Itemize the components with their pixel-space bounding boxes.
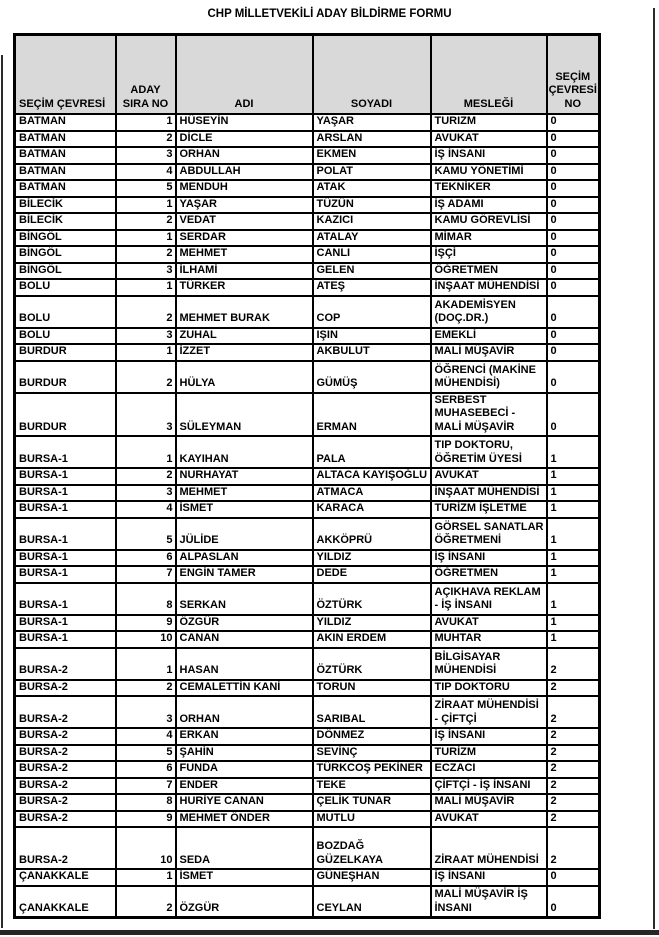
candidate-table bbox=[13, 33, 601, 919]
cell-order_no: 1 bbox=[116, 344, 176, 361]
cell-profession: TURIZM bbox=[431, 114, 547, 131]
cell-order_no: 2 bbox=[116, 468, 176, 485]
page-border-left bbox=[1, 55, 3, 928]
cell-profession: TEKNİKER bbox=[431, 180, 547, 197]
cell-district_no: 2 bbox=[547, 745, 600, 762]
cell-surname: GÜNEŞHAN bbox=[313, 869, 431, 886]
table-row bbox=[15, 279, 600, 296]
cell-district: BURSA-1 bbox=[15, 566, 116, 583]
cell-district_no: 0 bbox=[547, 886, 600, 918]
cell-profession: EMEKLİ bbox=[431, 328, 547, 345]
cell-district: BURSA-1 bbox=[15, 550, 116, 567]
cell-surname: YILDIZ bbox=[313, 550, 431, 567]
cell-order_no: 7 bbox=[116, 778, 176, 795]
table-row bbox=[15, 344, 600, 361]
cell-district_no: 0 bbox=[547, 131, 600, 148]
cell-order_no: 3 bbox=[116, 393, 176, 437]
cell-order_no: 1 bbox=[116, 648, 176, 680]
cell-profession: KAMU GÖREVLİSİ bbox=[431, 213, 547, 230]
cell-district_no: 0 bbox=[547, 164, 600, 181]
cell-profession: ÇİFTÇİ - İŞ İNSANI bbox=[431, 778, 547, 795]
cell-order_no: 4 bbox=[116, 501, 176, 518]
cell-district_no: 2 bbox=[547, 761, 600, 778]
table-row bbox=[15, 778, 600, 795]
cell-surname: ALTACA KAYIŞOĞLU bbox=[313, 468, 431, 485]
cell-first_name: MEHMET bbox=[176, 246, 313, 263]
cell-first_name: JÜLİDE bbox=[176, 518, 313, 550]
cell-surname: ATEŞ bbox=[313, 279, 431, 296]
table-row bbox=[15, 230, 600, 247]
table-row bbox=[15, 436, 600, 468]
cell-district_no: 2 bbox=[547, 794, 600, 811]
cell-surname: ÇELİK TUNAR bbox=[313, 794, 431, 811]
cell-district: BURSA-1 bbox=[15, 631, 116, 648]
cell-district: BATMAN bbox=[15, 131, 116, 148]
cell-surname: MUTLU bbox=[313, 811, 431, 828]
cell-surname: BOZDAĞ GÜZELKAYA bbox=[313, 827, 431, 869]
table-row bbox=[15, 566, 600, 583]
cell-first_name: FUNDA bbox=[176, 761, 313, 778]
cell-surname: DÖNMEZ bbox=[313, 728, 431, 745]
cell-district: BOLU bbox=[15, 328, 116, 345]
table-row bbox=[15, 869, 600, 886]
cell-district: BURSA-1 bbox=[15, 518, 116, 550]
cell-surname: TEKE bbox=[313, 778, 431, 795]
cell-profession: AVUKAT bbox=[431, 811, 547, 828]
cell-first_name: ALPASLAN bbox=[176, 550, 313, 567]
table-row bbox=[15, 583, 600, 615]
cell-surname: POLAT bbox=[313, 164, 431, 181]
cell-surname: ARSLAN bbox=[313, 131, 431, 148]
cell-first_name: HÜLYA bbox=[176, 361, 313, 393]
cell-first_name: ORHAN bbox=[176, 696, 313, 728]
cell-profession: İŞ İNSANI bbox=[431, 728, 547, 745]
cell-profession: AÇIKHAVA REKLAM - İŞ İNSANI bbox=[431, 583, 547, 615]
cell-order_no: 5 bbox=[116, 518, 176, 550]
cell-order_no: 3 bbox=[116, 485, 176, 502]
table-row bbox=[15, 615, 600, 632]
cell-order_no: 2 bbox=[116, 131, 176, 148]
cell-district: BURSA-2 bbox=[15, 680, 116, 697]
cell-order_no: 3 bbox=[116, 696, 176, 728]
cell-first_name: ZUHAL bbox=[176, 328, 313, 345]
table-row bbox=[15, 114, 600, 131]
cell-district_no: 2 bbox=[547, 778, 600, 795]
page-title: CHP MİLLETVEKİLİ ADAY BİLDİRME FORMU bbox=[207, 8, 452, 20]
table-row bbox=[15, 361, 600, 393]
cell-profession: TIP DOKTORU bbox=[431, 680, 547, 697]
cell-first_name: HÜSEYİN bbox=[176, 114, 313, 131]
cell-profession: AVUKAT bbox=[431, 615, 547, 632]
cell-district: BATMAN bbox=[15, 180, 116, 197]
table-row bbox=[15, 761, 600, 778]
cell-district: BURSA-2 bbox=[15, 794, 116, 811]
cell-order_no: 9 bbox=[116, 615, 176, 632]
cell-district_no: 1 bbox=[547, 583, 600, 615]
page-bottom-bar bbox=[0, 930, 659, 935]
cell-first_name: HURİYE CANAN bbox=[176, 794, 313, 811]
table-row bbox=[15, 745, 600, 762]
cell-order_no: 3 bbox=[116, 328, 176, 345]
cell-district: BURSA-1 bbox=[15, 615, 116, 632]
cell-order_no: 9 bbox=[116, 811, 176, 828]
cell-profession: İŞ İNSANI bbox=[431, 147, 547, 164]
cell-first_name: ORHAN bbox=[176, 147, 313, 164]
cell-district: BURSA-2 bbox=[15, 827, 116, 869]
cell-district: BİLECİK bbox=[15, 213, 116, 230]
cell-district_no: 1 bbox=[547, 485, 600, 502]
cell-order_no: 2 bbox=[116, 886, 176, 918]
cell-district_no: 0 bbox=[547, 296, 600, 328]
cell-order_no: 1 bbox=[116, 869, 176, 886]
cell-first_name: ABDULLAH bbox=[176, 164, 313, 181]
cell-surname: AKIN ERDEM bbox=[313, 631, 431, 648]
cell-profession: MUHTAR bbox=[431, 631, 547, 648]
cell-district: BİLECİK bbox=[15, 197, 116, 214]
table-row bbox=[15, 550, 600, 567]
table-row bbox=[15, 197, 600, 214]
cell-district: BURSA-2 bbox=[15, 761, 116, 778]
cell-profession: TURİZM İŞLETME bbox=[431, 501, 547, 518]
cell-profession: ÖĞRETMEN bbox=[431, 566, 547, 583]
cell-order_no: 1 bbox=[116, 279, 176, 296]
cell-order_no: 1 bbox=[116, 197, 176, 214]
cell-district_no: 1 bbox=[547, 468, 600, 485]
cell-district_no: 0 bbox=[547, 869, 600, 886]
cell-district_no: 0 bbox=[547, 114, 600, 131]
cell-order_no: 1 bbox=[116, 230, 176, 247]
table-row bbox=[15, 328, 600, 345]
table-row bbox=[15, 213, 600, 230]
cell-first_name: CANAN bbox=[176, 631, 313, 648]
cell-district_no: 0 bbox=[547, 279, 600, 296]
table-row bbox=[15, 518, 600, 550]
cell-order_no: 2 bbox=[116, 246, 176, 263]
cell-first_name: MEHMET bbox=[176, 485, 313, 502]
cell-district_no: 0 bbox=[547, 246, 600, 263]
cell-first_name: SEDA bbox=[176, 827, 313, 869]
cell-first_name: DİCLE bbox=[176, 131, 313, 148]
cell-surname: TÜRKCOŞ PEKİNER bbox=[313, 761, 431, 778]
cell-profession: MALİ MÜŞAVİR bbox=[431, 344, 547, 361]
cell-district_no: 0 bbox=[547, 230, 600, 247]
table-body bbox=[15, 114, 600, 918]
cell-profession: MİMAR bbox=[431, 230, 547, 247]
cell-order_no: 6 bbox=[116, 550, 176, 567]
cell-district: BURSA-1 bbox=[15, 501, 116, 518]
cell-surname: SARIBAL bbox=[313, 696, 431, 728]
cell-district_no: 1 bbox=[547, 436, 600, 468]
cell-profession: ÖĞRENCİ (MAKİNE MÜHENDİSİ) bbox=[431, 361, 547, 393]
cell-surname: ÖZTÜRK bbox=[313, 583, 431, 615]
cell-district: BURSA-2 bbox=[15, 728, 116, 745]
cell-profession: KAMU YÖNETİMİ bbox=[431, 164, 547, 181]
cell-district: BURSA-2 bbox=[15, 696, 116, 728]
cell-surname: EKMEN bbox=[313, 147, 431, 164]
cell-district_no: 0 bbox=[547, 361, 600, 393]
cell-district_no: 0 bbox=[547, 328, 600, 345]
cell-surname: CANLI bbox=[313, 246, 431, 263]
table-row bbox=[15, 501, 600, 518]
cell-surname: GELEN bbox=[313, 263, 431, 280]
cell-first_name: İZZET bbox=[176, 344, 313, 361]
cell-district_no: 0 bbox=[547, 213, 600, 230]
table-row bbox=[15, 794, 600, 811]
table-row bbox=[15, 147, 600, 164]
cell-order_no: 3 bbox=[116, 147, 176, 164]
cell-district_no: 0 bbox=[547, 263, 600, 280]
cell-district_no: 2 bbox=[547, 827, 600, 869]
cell-first_name: SÜLEYMAN bbox=[176, 393, 313, 437]
cell-surname: GÜMÜŞ bbox=[313, 361, 431, 393]
cell-first_name: SERKAN bbox=[176, 583, 313, 615]
table-row bbox=[15, 811, 600, 828]
cell-profession: ECZACI bbox=[431, 761, 547, 778]
cell-order_no: 1 bbox=[116, 436, 176, 468]
cell-order_no: 2 bbox=[116, 213, 176, 230]
cell-surname: TÜZÜN bbox=[313, 197, 431, 214]
cell-district_no: 2 bbox=[547, 648, 600, 680]
cell-district: BATMAN bbox=[15, 147, 116, 164]
cell-order_no: 10 bbox=[116, 827, 176, 869]
cell-profession: ZİRAAT MÜHENDİSİ - ÇİFTÇİ bbox=[431, 696, 547, 728]
page-border-right bbox=[653, 8, 655, 929]
cell-surname: PALA bbox=[313, 436, 431, 468]
cell-order_no: 2 bbox=[116, 296, 176, 328]
cell-profession: İNŞAAT MÜHENDİSİ bbox=[431, 279, 547, 296]
table-row bbox=[15, 263, 600, 280]
cell-district_no: 1 bbox=[547, 501, 600, 518]
cell-first_name: HASAN bbox=[176, 648, 313, 680]
cell-order_no: 8 bbox=[116, 583, 176, 615]
cell-profession: SERBEST MUHASEBECİ - MALİ MÜŞAVİR bbox=[431, 393, 547, 437]
table-row bbox=[15, 393, 600, 437]
table-row bbox=[15, 648, 600, 680]
cell-district: BİNGÖL bbox=[15, 246, 116, 263]
cell-order_no: 3 bbox=[116, 263, 176, 280]
cell-profession: MALİ MÜŞAVİR İŞ İNSANI bbox=[431, 886, 547, 918]
cell-surname: AKBULUT bbox=[313, 344, 431, 361]
cell-district_no: 1 bbox=[547, 631, 600, 648]
cell-first_name: MEHMET BURAK bbox=[176, 296, 313, 328]
column-header-surname: SOYADI bbox=[313, 35, 431, 115]
cell-district_no: 2 bbox=[547, 680, 600, 697]
column-header-profession: MESLEĞİ bbox=[431, 35, 547, 115]
cell-district_no: 1 bbox=[547, 566, 600, 583]
cell-profession: TURİZM bbox=[431, 745, 547, 762]
cell-order_no: 2 bbox=[116, 680, 176, 697]
cell-surname: SEVİNÇ bbox=[313, 745, 431, 762]
table-row bbox=[15, 164, 600, 181]
cell-district_no: 1 bbox=[547, 550, 600, 567]
cell-surname: YAŞAR bbox=[313, 114, 431, 131]
cell-first_name: İSMET bbox=[176, 869, 313, 886]
cell-district: BURSA-2 bbox=[15, 811, 116, 828]
cell-surname: ATALAY bbox=[313, 230, 431, 247]
cell-district: BURSA-1 bbox=[15, 583, 116, 615]
cell-first_name: CEMALETTİN KANİ bbox=[176, 680, 313, 697]
column-header-order_no: ADAY SIRA NO bbox=[116, 35, 176, 115]
table-row bbox=[15, 886, 600, 918]
cell-district: BURDUR bbox=[15, 344, 116, 361]
cell-district: BİNGÖL bbox=[15, 263, 116, 280]
cell-order_no: 2 bbox=[116, 361, 176, 393]
cell-profession: İŞ ADAMI bbox=[431, 197, 547, 214]
cell-surname: ATMACA bbox=[313, 485, 431, 502]
cell-surname: IŞIN bbox=[313, 328, 431, 345]
table-row bbox=[15, 296, 600, 328]
cell-first_name: İSMET bbox=[176, 501, 313, 518]
cell-district: BOLU bbox=[15, 279, 116, 296]
cell-district: BURDUR bbox=[15, 361, 116, 393]
cell-first_name: NURHAYAT bbox=[176, 468, 313, 485]
cell-district_no: 0 bbox=[547, 147, 600, 164]
table-row bbox=[15, 468, 600, 485]
cell-first_name: SERDAR bbox=[176, 230, 313, 247]
cell-first_name: ENDER bbox=[176, 778, 313, 795]
cell-surname: KAZICI bbox=[313, 213, 431, 230]
cell-district: BURSA-1 bbox=[15, 485, 116, 502]
cell-surname: DEDE bbox=[313, 566, 431, 583]
cell-surname: AKKÖPRÜ bbox=[313, 518, 431, 550]
cell-first_name: ÖZGÜR bbox=[176, 886, 313, 918]
cell-district: BURSA-1 bbox=[15, 468, 116, 485]
cell-order_no: 7 bbox=[116, 566, 176, 583]
cell-profession: ÖĞRETMEN bbox=[431, 263, 547, 280]
cell-surname: ÖZTÜRK bbox=[313, 648, 431, 680]
table-row bbox=[15, 485, 600, 502]
cell-first_name: MENDUH bbox=[176, 180, 313, 197]
cell-order_no: 10 bbox=[116, 631, 176, 648]
cell-district: BOLU bbox=[15, 296, 116, 328]
cell-first_name: KAYIHAN bbox=[176, 436, 313, 468]
cell-district: BURSA-2 bbox=[15, 778, 116, 795]
cell-district: BURSA-2 bbox=[15, 745, 116, 762]
cell-profession: BİLGİSAYAR MÜHENDİSİ bbox=[431, 648, 547, 680]
cell-order_no: 4 bbox=[116, 728, 176, 745]
column-header-district_no: SEÇİM ÇEVRESİ NO bbox=[547, 35, 600, 115]
cell-order_no: 8 bbox=[116, 794, 176, 811]
cell-district_no: 1 bbox=[547, 615, 600, 632]
cell-district: BATMAN bbox=[15, 114, 116, 131]
table-row bbox=[15, 246, 600, 263]
cell-order_no: 5 bbox=[116, 180, 176, 197]
cell-profession: İŞÇİ bbox=[431, 246, 547, 263]
cell-profession: TIP DOKTORU, ÖĞRETİM ÜYESİ bbox=[431, 436, 547, 468]
cell-first_name: VEDAT bbox=[176, 213, 313, 230]
cell-order_no: 6 bbox=[116, 761, 176, 778]
cell-district_no: 0 bbox=[547, 393, 600, 437]
cell-first_name: ERKAN bbox=[176, 728, 313, 745]
cell-surname: ATAK bbox=[313, 180, 431, 197]
cell-district_no: 0 bbox=[547, 180, 600, 197]
cell-first_name: ŞAHİN bbox=[176, 745, 313, 762]
cell-surname: YILDIZ bbox=[313, 615, 431, 632]
cell-profession: İŞ İNSANI bbox=[431, 550, 547, 567]
cell-surname: ERMAN bbox=[313, 393, 431, 437]
cell-profession: İNŞAAT MÜHENDİSİ bbox=[431, 485, 547, 502]
table-row bbox=[15, 827, 600, 869]
cell-district_no: 2 bbox=[547, 811, 600, 828]
table-row bbox=[15, 631, 600, 648]
cell-first_name: MEHMET ÖNDER bbox=[176, 811, 313, 828]
cell-district_no: 0 bbox=[547, 344, 600, 361]
table-row bbox=[15, 131, 600, 148]
cell-first_name: İLHAMİ bbox=[176, 263, 313, 280]
cell-first_name: ÖZGÜR bbox=[176, 615, 313, 632]
cell-district: ÇANAKKALE bbox=[15, 886, 116, 918]
cell-surname: TORUN bbox=[313, 680, 431, 697]
column-header-first_name: ADI bbox=[176, 35, 313, 115]
cell-district: BİNGÖL bbox=[15, 230, 116, 247]
table-row bbox=[15, 180, 600, 197]
header-row bbox=[15, 35, 600, 115]
cell-district: BURDUR bbox=[15, 393, 116, 437]
cell-district: ÇANAKKALE bbox=[15, 869, 116, 886]
cell-district_no: 0 bbox=[547, 197, 600, 214]
cell-first_name: ENGİN TAMER bbox=[176, 566, 313, 583]
cell-district_no: 2 bbox=[547, 696, 600, 728]
cell-first_name: YAŞAR bbox=[176, 197, 313, 214]
table-row bbox=[15, 696, 600, 728]
column-header-district: SEÇİM ÇEVRESİ bbox=[15, 35, 116, 115]
cell-profession: İŞ İNSANI bbox=[431, 869, 547, 886]
cell-profession: ZİRAAT MÜHENDİSİ bbox=[431, 827, 547, 869]
cell-surname: CEYLAN bbox=[313, 886, 431, 918]
cell-surname: COP bbox=[313, 296, 431, 328]
table-row bbox=[15, 728, 600, 745]
cell-profession: AVUKAT bbox=[431, 468, 547, 485]
cell-order_no: 4 bbox=[116, 164, 176, 181]
cell-first_name: TÜRKER bbox=[176, 279, 313, 296]
cell-profession: AKADEMİSYEN (DOÇ.DR.) bbox=[431, 296, 547, 328]
cell-district: BURSA-2 bbox=[15, 648, 116, 680]
cell-district: BURSA-1 bbox=[15, 436, 116, 468]
cell-surname: KARACA bbox=[313, 501, 431, 518]
cell-district_no: 2 bbox=[547, 728, 600, 745]
cell-district: BATMAN bbox=[15, 164, 116, 181]
table-row bbox=[15, 680, 600, 697]
cell-district_no: 1 bbox=[547, 518, 600, 550]
cell-profession: GÖRSEL SANATLAR ÖĞRETMENİ bbox=[431, 518, 547, 550]
cell-profession: AVUKAT bbox=[431, 131, 547, 148]
cell-order_no: 5 bbox=[116, 745, 176, 762]
cell-profession: MALİ MÜŞAVİR bbox=[431, 794, 547, 811]
cell-order_no: 1 bbox=[116, 114, 176, 131]
